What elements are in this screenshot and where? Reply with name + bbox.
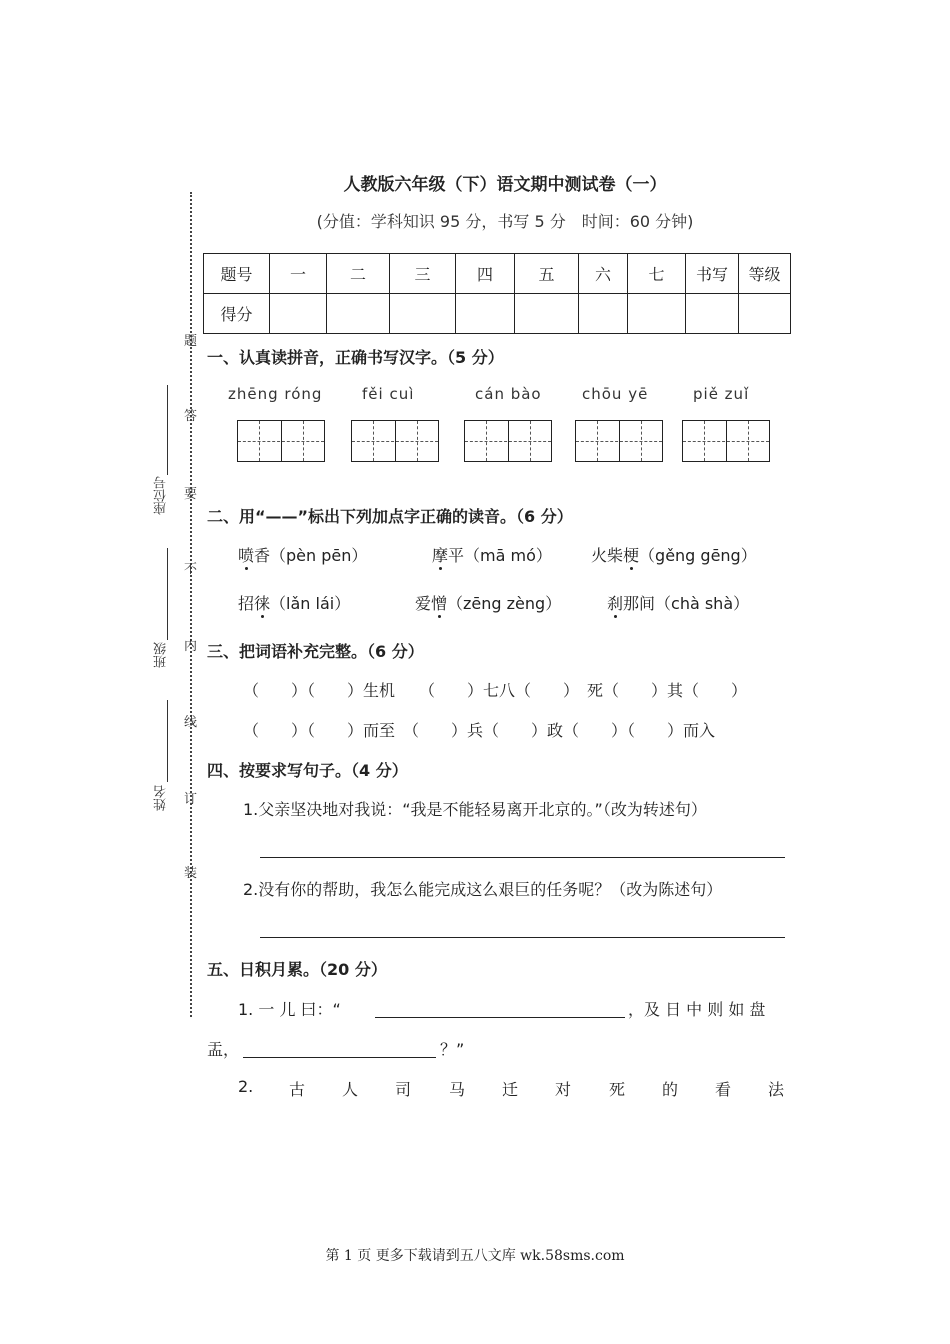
binding-char: 答 bbox=[184, 409, 198, 424]
answer-line[interactable] bbox=[260, 937, 785, 938]
writing-grid[interactable] bbox=[682, 420, 770, 462]
binding-char: 内 bbox=[184, 639, 198, 654]
q2-char: 对 bbox=[555, 1080, 572, 1099]
pronunciation-options: 那间（chà shà） bbox=[623, 594, 750, 613]
score-header-cell: 四 bbox=[456, 254, 515, 294]
binding-dotted-line bbox=[190, 192, 192, 1017]
section2-heading: 二、用“——”标出下列加点字正确的读音。（6 分） bbox=[207, 507, 573, 526]
writing-grid[interactable] bbox=[575, 420, 663, 462]
score-header-cell: 题号 bbox=[204, 254, 270, 294]
seat-number-field[interactable] bbox=[167, 385, 168, 475]
sentence-question: 2.没有你的帮助，我怎么能完成这么艰巨的任务呢？（改为陈述句） bbox=[243, 880, 723, 899]
pronunciation-item[interactable] bbox=[432, 543, 552, 566]
binding-char: 题 bbox=[184, 334, 198, 349]
recitation-start: 1. 一 儿 曰：“ bbox=[238, 1000, 341, 1019]
name-label: 姓名 bbox=[154, 785, 169, 811]
score-cell[interactable] bbox=[515, 294, 579, 334]
page-footer: 第 1 页 更多下载请到五八文库 wk.58sms.com bbox=[325, 1248, 625, 1264]
q2-char: 法 bbox=[768, 1080, 785, 1099]
q2-char: 马 bbox=[449, 1080, 466, 1099]
idiom-fill-line[interactable]: （ ）（ ）生机 （ ）七八（ ） 死（ ）其（ ） bbox=[243, 681, 748, 700]
q2-char: 人 bbox=[342, 1080, 359, 1099]
q2-char: 的 bbox=[662, 1080, 679, 1099]
writing-grid[interactable] bbox=[237, 420, 325, 462]
score-header-cell: 三 bbox=[390, 254, 456, 294]
score-cell[interactable] bbox=[327, 294, 390, 334]
q2-number: 2. bbox=[238, 1077, 254, 1096]
binding-char: 要 bbox=[184, 487, 198, 502]
writing-grid[interactable] bbox=[464, 420, 552, 462]
score-header-cell: 等级 bbox=[739, 254, 791, 294]
score-cell[interactable] bbox=[456, 294, 515, 334]
dotted-char: 摩 bbox=[432, 543, 448, 566]
score-header-cell: 六 bbox=[579, 254, 628, 294]
class-field[interactable] bbox=[167, 548, 168, 640]
q2-char: 司 bbox=[395, 1080, 412, 1099]
pronunciation-options: 平（mā mó） bbox=[448, 546, 552, 565]
exam-subtitle: (分值：学科知识 95 分，书写 5 分 时间：60 分钟) bbox=[316, 212, 694, 231]
recitation-end: ？” bbox=[440, 1040, 465, 1059]
binding-char: 线 bbox=[184, 715, 198, 730]
score-cell[interactable] bbox=[270, 294, 327, 334]
section4-heading: 四、按要求写句子。（4 分） bbox=[207, 761, 408, 780]
pronunciation-options: （lǎn lái） bbox=[270, 594, 351, 613]
pinyin-item: piě zuǐ bbox=[693, 385, 750, 403]
pronunciation-options: 香（pèn pēn） bbox=[254, 546, 368, 565]
q2-char: 死 bbox=[609, 1080, 626, 1099]
dotted-char: 刹 bbox=[607, 591, 623, 614]
pinyin-item: fěi cuì bbox=[362, 385, 415, 403]
score-header-cell: 七 bbox=[628, 254, 686, 294]
word-prefix: 爱 bbox=[415, 594, 432, 613]
q2-char: 看 bbox=[715, 1080, 732, 1099]
dotted-char: 憎 bbox=[431, 591, 447, 614]
recitation-cont: 盂， bbox=[207, 1040, 240, 1059]
score-table-score-row bbox=[204, 294, 791, 334]
word-prefix: 火柴 bbox=[591, 546, 624, 565]
score-cell[interactable] bbox=[390, 294, 456, 334]
score-cell[interactable] bbox=[686, 294, 739, 334]
score-header-cell: 一 bbox=[270, 254, 327, 294]
name-field[interactable] bbox=[167, 700, 168, 782]
pinyin-item: chōu yē bbox=[582, 385, 649, 403]
class-label: 班级 bbox=[154, 642, 169, 668]
pinyin-item: zhēng róng bbox=[228, 385, 323, 403]
score-cell[interactable] bbox=[579, 294, 628, 334]
pronunciation-item[interactable] bbox=[591, 543, 757, 566]
writing-grid[interactable] bbox=[351, 420, 439, 462]
q2-char: 迁 bbox=[502, 1080, 519, 1099]
score-header-cell: 二 bbox=[327, 254, 390, 294]
section1-heading: 一、认真读拼音，正确书写汉字。（5 分） bbox=[207, 348, 504, 367]
section5-heading: 五、日积月累。（20 分） bbox=[207, 960, 387, 979]
score-header-cell: 五 bbox=[515, 254, 579, 294]
q2-char: 古 bbox=[289, 1080, 306, 1099]
answer-line[interactable] bbox=[260, 857, 785, 858]
seat-number-label: 座位号 bbox=[154, 476, 169, 515]
score-cell[interactable] bbox=[628, 294, 686, 334]
sentence-question: 1.父亲坚决地对我说：“我是不能轻易离开北京的。”（改为转述句） bbox=[243, 800, 707, 819]
pronunciation-options: （zēng zèng） bbox=[447, 594, 562, 613]
score-table bbox=[203, 253, 791, 334]
pronunciation-options: （gěng gēng） bbox=[639, 546, 757, 565]
dotted-char: 徕 bbox=[254, 591, 270, 614]
recitation-mid: ，及 日 中 则 如 盘 bbox=[628, 1000, 766, 1019]
score-header-cell: 书写 bbox=[686, 254, 739, 294]
dotted-char: 喷 bbox=[238, 543, 254, 566]
score-cell[interactable] bbox=[739, 294, 791, 334]
score-row-label: 得分 bbox=[204, 294, 270, 334]
pronunciation-item[interactable] bbox=[238, 591, 350, 614]
pronunciation-item[interactable] bbox=[415, 591, 561, 614]
binding-char: 订 bbox=[184, 792, 198, 807]
score-table-header-row bbox=[204, 254, 791, 294]
binding-char: 不 bbox=[184, 562, 198, 577]
word-prefix: 招 bbox=[238, 594, 255, 613]
idiom-fill-line[interactable]: （ ）（ ）而至 （ ）兵（ ）政（ ）（ ）而入 bbox=[243, 721, 716, 740]
answer-line[interactable] bbox=[243, 1057, 436, 1058]
pronunciation-item[interactable] bbox=[238, 543, 367, 566]
section3-heading: 三、把词语补充完整。（6 分） bbox=[207, 642, 424, 661]
binding-char: 装 bbox=[184, 866, 198, 881]
pronunciation-item[interactable] bbox=[607, 591, 749, 614]
pinyin-item: cán bào bbox=[475, 385, 542, 403]
exam-title: 人教版六年级（下）语文期中测试卷（一） bbox=[343, 175, 667, 195]
answer-line[interactable] bbox=[375, 1017, 625, 1018]
dotted-char: 梗 bbox=[623, 543, 639, 566]
